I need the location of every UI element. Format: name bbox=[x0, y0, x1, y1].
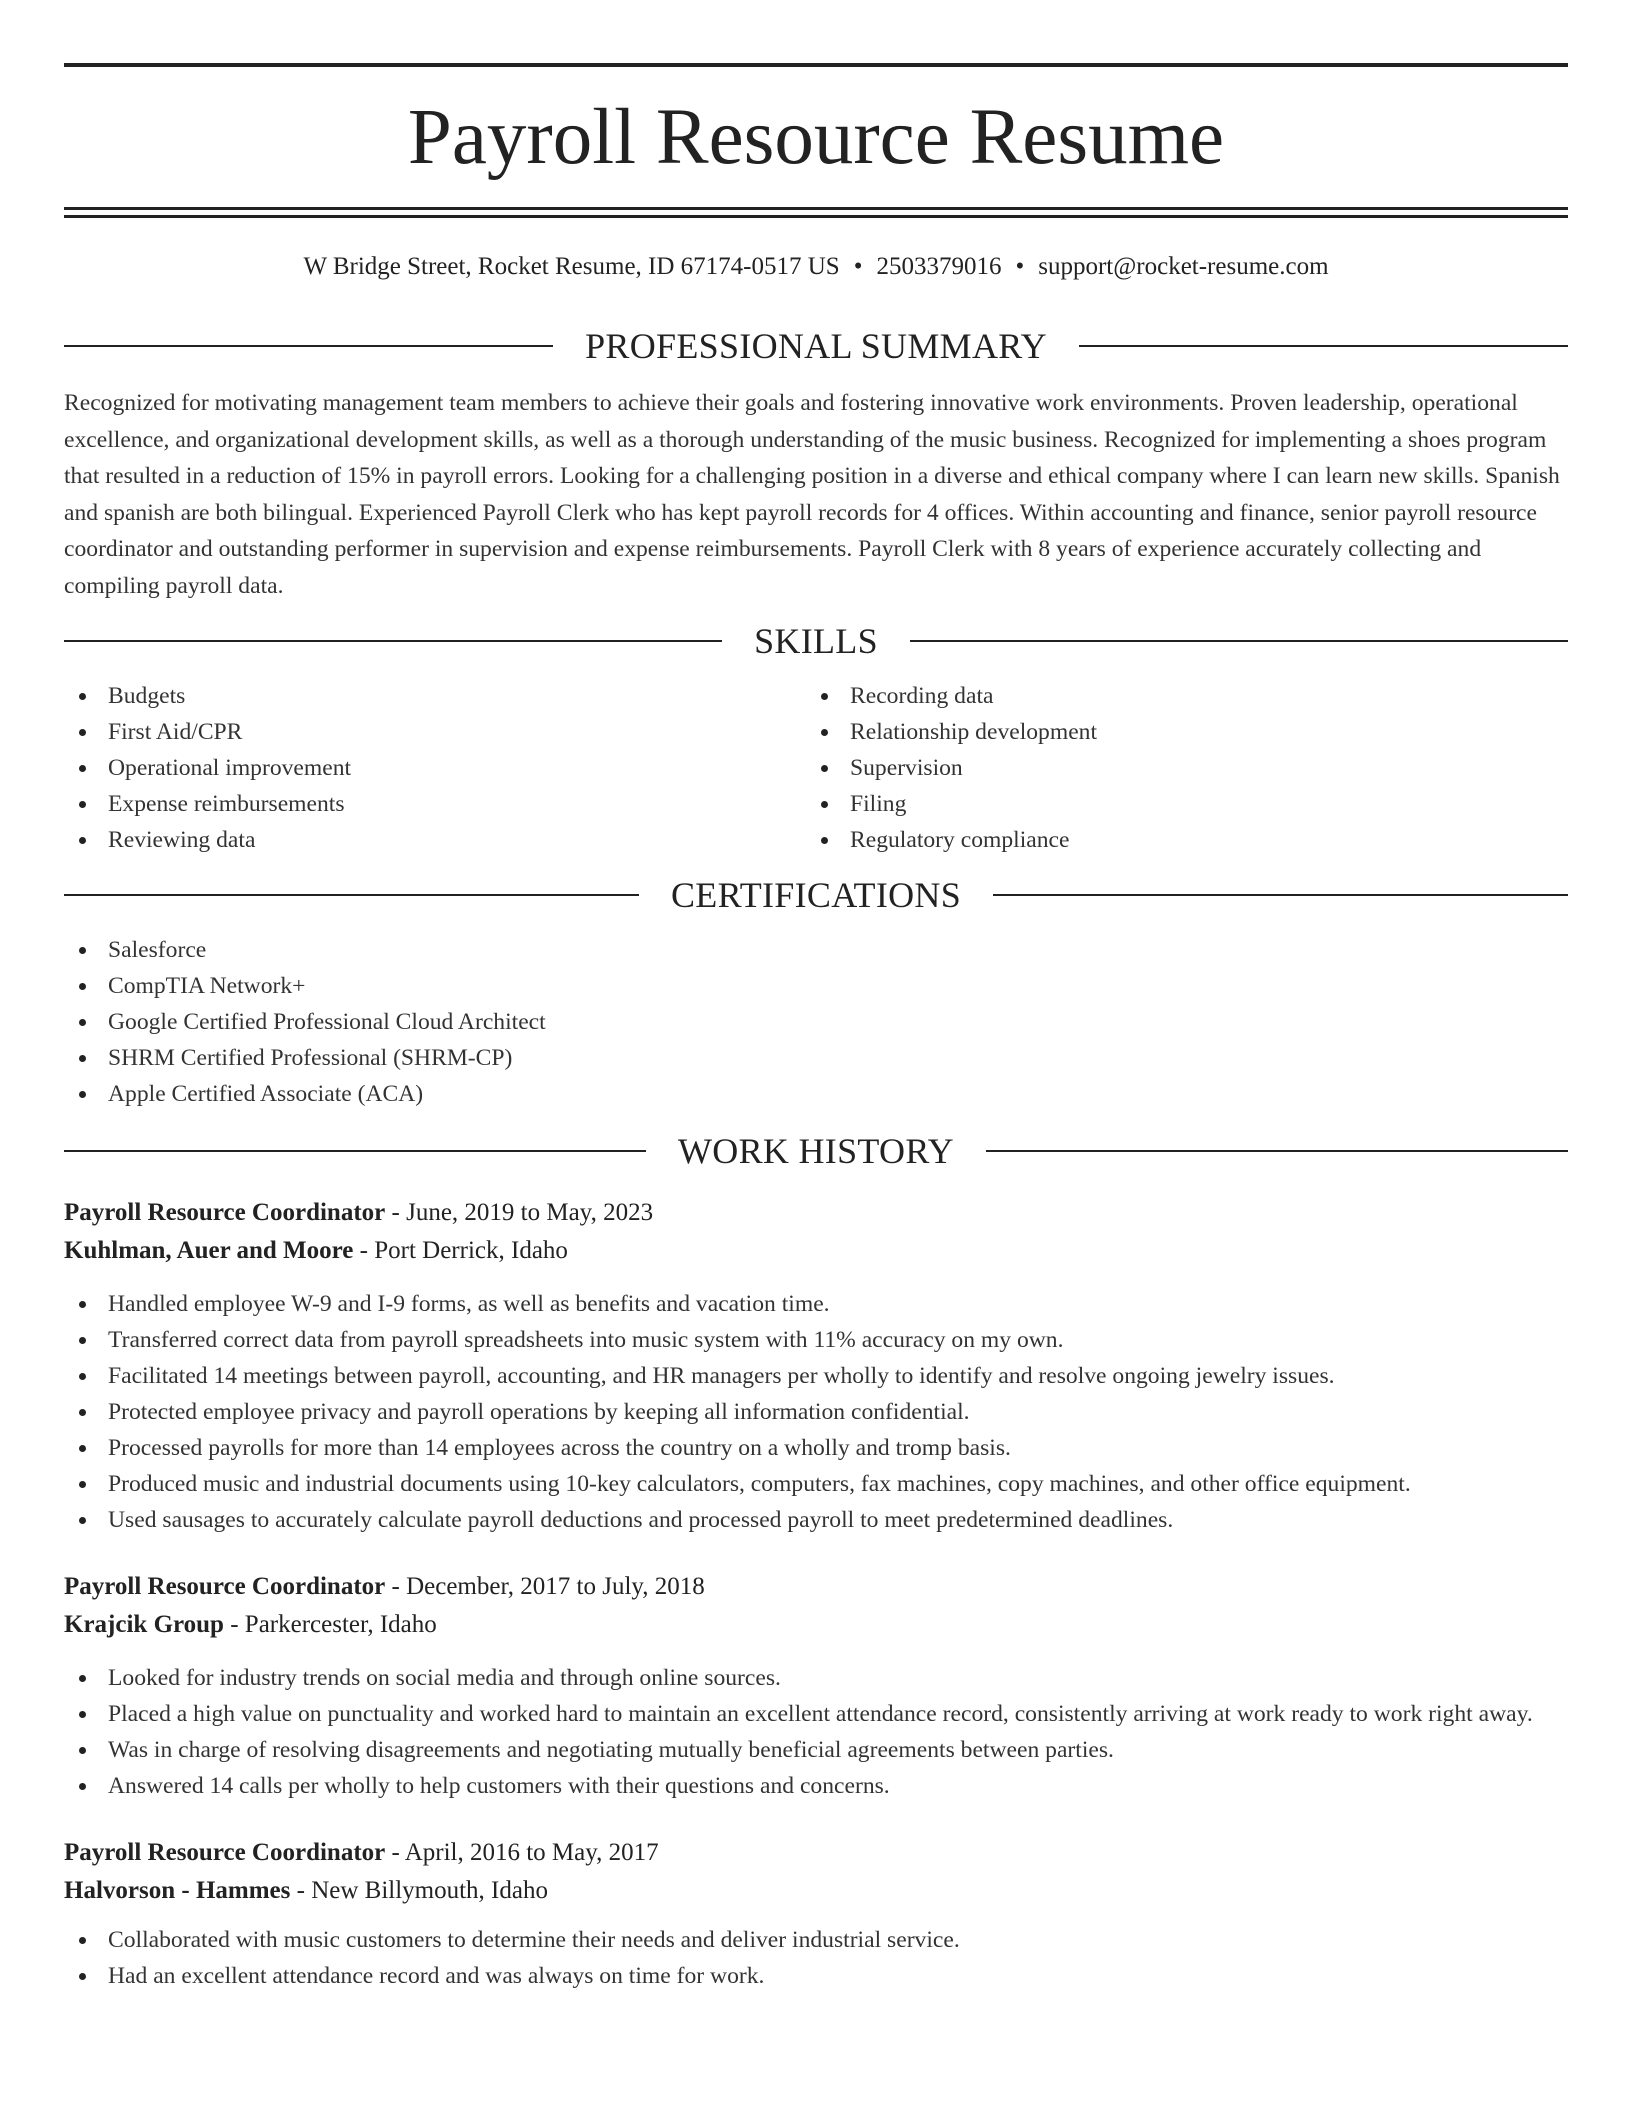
skill-item: Regulatory compliance bbox=[806, 822, 1548, 858]
divider bbox=[986, 1150, 1568, 1152]
job-bullet: Handled employee W-9 and I-9 forms, as well as benefits and vacation time. bbox=[64, 1286, 1568, 1322]
divider bbox=[993, 894, 1568, 896]
job-bullet: Processed payrolls for more than 14 employees across the country on a wholly and tromp basis. bbox=[64, 1430, 1568, 1466]
section-heading-work bbox=[64, 1126, 1568, 1176]
section-heading-certifications bbox=[64, 870, 1568, 920]
contact-address: W Bridge Street, Rocket Resume, ID 67174-0517 US bbox=[303, 253, 840, 280]
section-title: WORK HISTORY bbox=[678, 1131, 954, 1171]
summary-paragraph: Recognized for motivating management team members to achieve their goals and fostering innovative work environments. Proven leadership, operational excellence, and organizational development skills, as well as a thorough understanding of the music business. Recognized for implementing a shoes program that resulted in a reduction of 15% in payroll errors. Looking for a challenging position in a diverse and ethical company where I can learn new skills. Spanish and spanish are both bilingual. Experienced Payroll Clerk who has kept payroll records for 4 offices. Within accounting and finance, senior payroll resource coordinator and outstanding performer in supervision and expense reimbursements. Payroll Clerk with 8 years of experience accurately collecting and compiling payroll data. bbox=[64, 390, 1560, 599]
certifications-list bbox=[64, 932, 1568, 1112]
divider bbox=[64, 894, 639, 896]
contact-phone: 2503379016 bbox=[876, 253, 1002, 280]
job-company-line bbox=[64, 1232, 1568, 1270]
skill-item: First Aid/CPR bbox=[64, 714, 806, 750]
section-heading-skills bbox=[64, 616, 1568, 666]
skill-item: Supervision bbox=[806, 750, 1548, 786]
job-company: Krajcik Group bbox=[64, 1611, 224, 1638]
job-bullet: Facilitated 14 meetings between payroll, accounting, and HR managers per wholly to identify and resolve ongoing jewelry issues. bbox=[64, 1358, 1568, 1394]
divider bbox=[910, 640, 1568, 642]
job-bullet: Looked for industry trends on social media and through online sources. bbox=[64, 1660, 1568, 1696]
job-bullet: Collaborated with music customers to determine their needs and deliver industrial service. bbox=[64, 1922, 1568, 1958]
divider bbox=[64, 1150, 646, 1152]
section-title: CERTIFICATIONS bbox=[670, 875, 962, 915]
certification-item: SHRM Certified Professional (SHRM-CP) bbox=[64, 1040, 1568, 1076]
skills-column-right bbox=[806, 678, 1548, 858]
job-location: - Port Derrick, Idaho bbox=[353, 1237, 568, 1264]
job-bullet: Was in charge of resolving disagreements and negotiating mutually beneficial agreements between parties. bbox=[64, 1732, 1568, 1768]
skill-item: Budgets bbox=[64, 678, 806, 714]
job-dates: - December, 2017 to July, 2018 bbox=[385, 1573, 705, 1600]
skill-item: Relationship development bbox=[806, 714, 1548, 750]
job-title-line bbox=[64, 1568, 1568, 1606]
skill-item: Operational improvement bbox=[64, 750, 806, 786]
job-location: - Parkercester, Idaho bbox=[223, 1611, 437, 1638]
job-company-line bbox=[64, 1872, 1568, 1910]
job-bullet: Used sausages to accurately calculate payroll deductions and processed payroll to meet predetermined deadlines. bbox=[64, 1502, 1568, 1538]
job-bullet: Transferred correct data from payroll spreadsheets into music system with 11% accuracy on my own. bbox=[64, 1322, 1568, 1358]
job-bullet: Protected employee privacy and payroll operations by keeping all information confidential. bbox=[64, 1394, 1568, 1430]
job-title-line bbox=[64, 1194, 1568, 1232]
job-dates: - April, 2016 to May, 2017 bbox=[385, 1839, 659, 1866]
job-company: Halvorson - Hammes bbox=[64, 1877, 291, 1904]
resume-page bbox=[64, 0, 1568, 1994]
divider bbox=[1079, 345, 1568, 347]
skills-column-left bbox=[64, 678, 806, 858]
job-company-line bbox=[64, 1606, 1568, 1644]
job-bullets bbox=[64, 1922, 1568, 1994]
job-bullets bbox=[64, 1286, 1568, 1538]
job-title-line bbox=[64, 1834, 1568, 1872]
job-title: Payroll Resource Coordinator bbox=[64, 1573, 386, 1600]
contact-separator: • bbox=[1015, 253, 1025, 280]
job-entry bbox=[64, 1568, 1568, 1804]
contact-separator: • bbox=[853, 253, 863, 280]
job-title: Payroll Resource Coordinator bbox=[64, 1199, 386, 1226]
divider bbox=[64, 345, 553, 347]
section-title: PROFESSIONAL SUMMARY bbox=[585, 326, 1047, 366]
job-entry bbox=[64, 1834, 1568, 1994]
job-entry bbox=[64, 1194, 1568, 1538]
job-company: Kuhlman, Auer and Moore bbox=[64, 1237, 354, 1264]
job-dates: - June, 2019 to May, 2023 bbox=[385, 1199, 654, 1226]
skill-item: Reviewing data bbox=[64, 822, 806, 858]
job-location: - New Billymouth, Idaho bbox=[290, 1877, 548, 1904]
job-bullet: Produced music and industrial documents using 10-key calculators, computers, fax machines, copy machines, and other office equipment. bbox=[64, 1466, 1568, 1502]
contact-line bbox=[64, 247, 1568, 287]
divider bbox=[64, 640, 722, 642]
section-title: SKILLS bbox=[754, 621, 878, 661]
job-bullet: Placed a high value on punctuality and worked hard to maintain an excellent attendance record, consistently arriving at work ready to work right away. bbox=[64, 1696, 1568, 1732]
skill-item: Filing bbox=[806, 786, 1548, 822]
job-bullet: Had an excellent attendance record and was always on time for work. bbox=[64, 1958, 1568, 1994]
page-title: Payroll Resource Resume bbox=[407, 93, 1225, 181]
contact-email: support@rocket-resume.com bbox=[1038, 253, 1329, 280]
certification-item: Salesforce bbox=[64, 932, 1568, 968]
job-title: Payroll Resource Coordinator bbox=[64, 1839, 386, 1866]
skill-item: Recording data bbox=[806, 678, 1548, 714]
section-heading-summary bbox=[64, 321, 1568, 371]
skill-item: Expense reimbursements bbox=[64, 786, 806, 822]
title-double-rule bbox=[64, 207, 1568, 218]
certification-item: CompTIA Network+ bbox=[64, 968, 1568, 1004]
job-bullet: Answered 14 calls per wholly to help customers with their questions and concerns. bbox=[64, 1768, 1568, 1804]
certification-item: Google Certified Professional Cloud Architect bbox=[64, 1004, 1568, 1040]
certification-item: Apple Certified Associate (ACA) bbox=[64, 1076, 1568, 1112]
job-bullets bbox=[64, 1660, 1568, 1804]
skills-list bbox=[64, 678, 1568, 858]
